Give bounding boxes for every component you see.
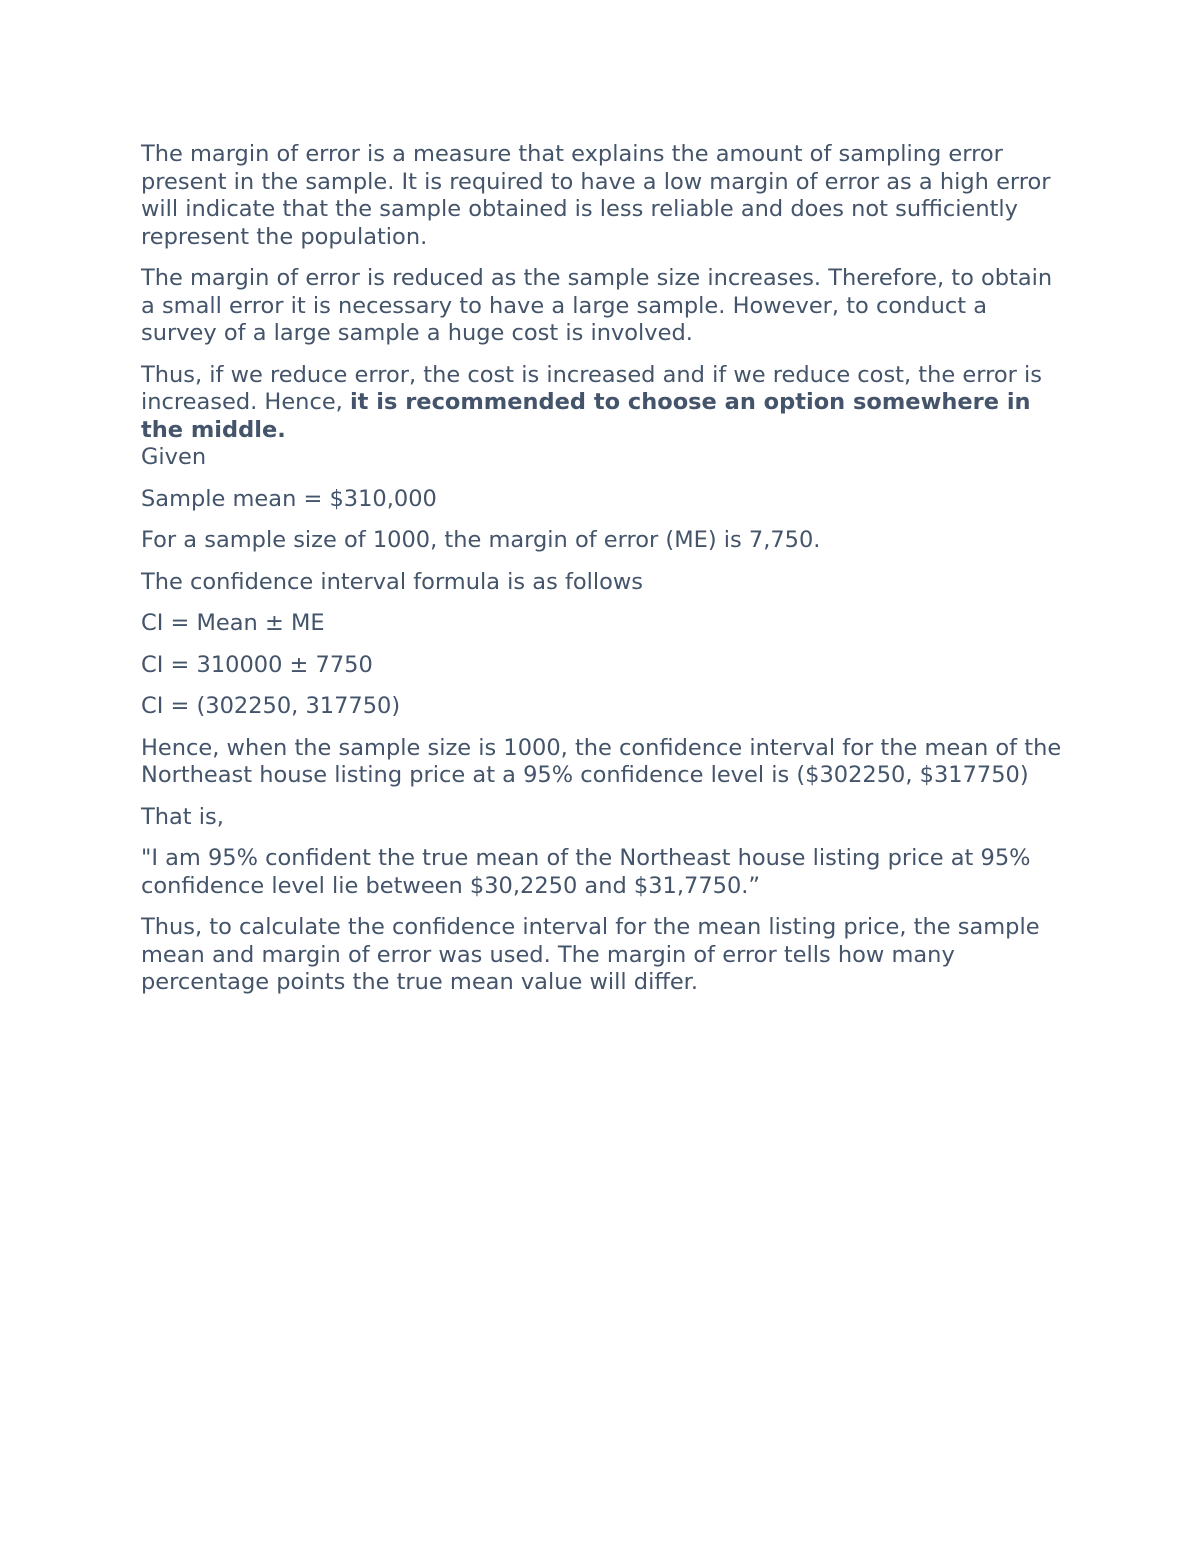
recommendation-text: Thus, if we reduce error, the cost is increased and if we reduce cost, the error is increased. Hence, [141,361,1042,415]
paragraph-margin-of-error-definition: The margin of error is a measure that explains the amount of sampling error present in the sample. It is required to have a low margin of error as a high error will indicate that the sample obtained is less reliable and does not sufficiently represent the population. [141,141,1051,250]
given-heading: Given [141,444,207,470]
paragraph-recommendation [141,362,1066,445]
ci-formula: CI = Mean ± ME [141,610,325,636]
paragraph-conclusion: Thus, to calculate the confidence interval for the mean listing price, the sample mean and margin of error was used. The margin of error tells how many percentage points the true mean value will differ. [141,914,1040,995]
recommendation-bold-text: it is recommended to choose an option somewhere in the middle. [141,389,1031,443]
paragraph-sample-size-effect: The margin of error is reduced as the sample size increases. Therefore, to obtain a small error it is necessary to have a large sample. However, to conduct a survey of a large sample a huge cost is involved. [141,265,1053,346]
ci-values: CI = 310000 ± 7750 [141,651,373,678]
paragraph-hence: Hence, when the sample size is 1000, the confidence interval for the mean of the Northeast house listing price at a 95% confidence level is ($302250, $317750) [141,734,1062,788]
margin-of-error-line: For a sample size of 1000, the margin of error (ME) is 7,750. [141,527,821,553]
quote-paragraph: "I am 95% confident the true mean of the Northeast house listing price at 95% confidence level lie between $30,2250 and $31,7750.” [141,845,1031,899]
ci-result: CI = (302250, 317750) [141,693,401,719]
ci-formula-intro: The confidence interval formula is as follows [141,568,644,595]
sample-mean-line: Sample mean = $310,000 [141,485,437,512]
document-body [141,141,1066,1011]
that-is-line: That is, [141,803,224,830]
